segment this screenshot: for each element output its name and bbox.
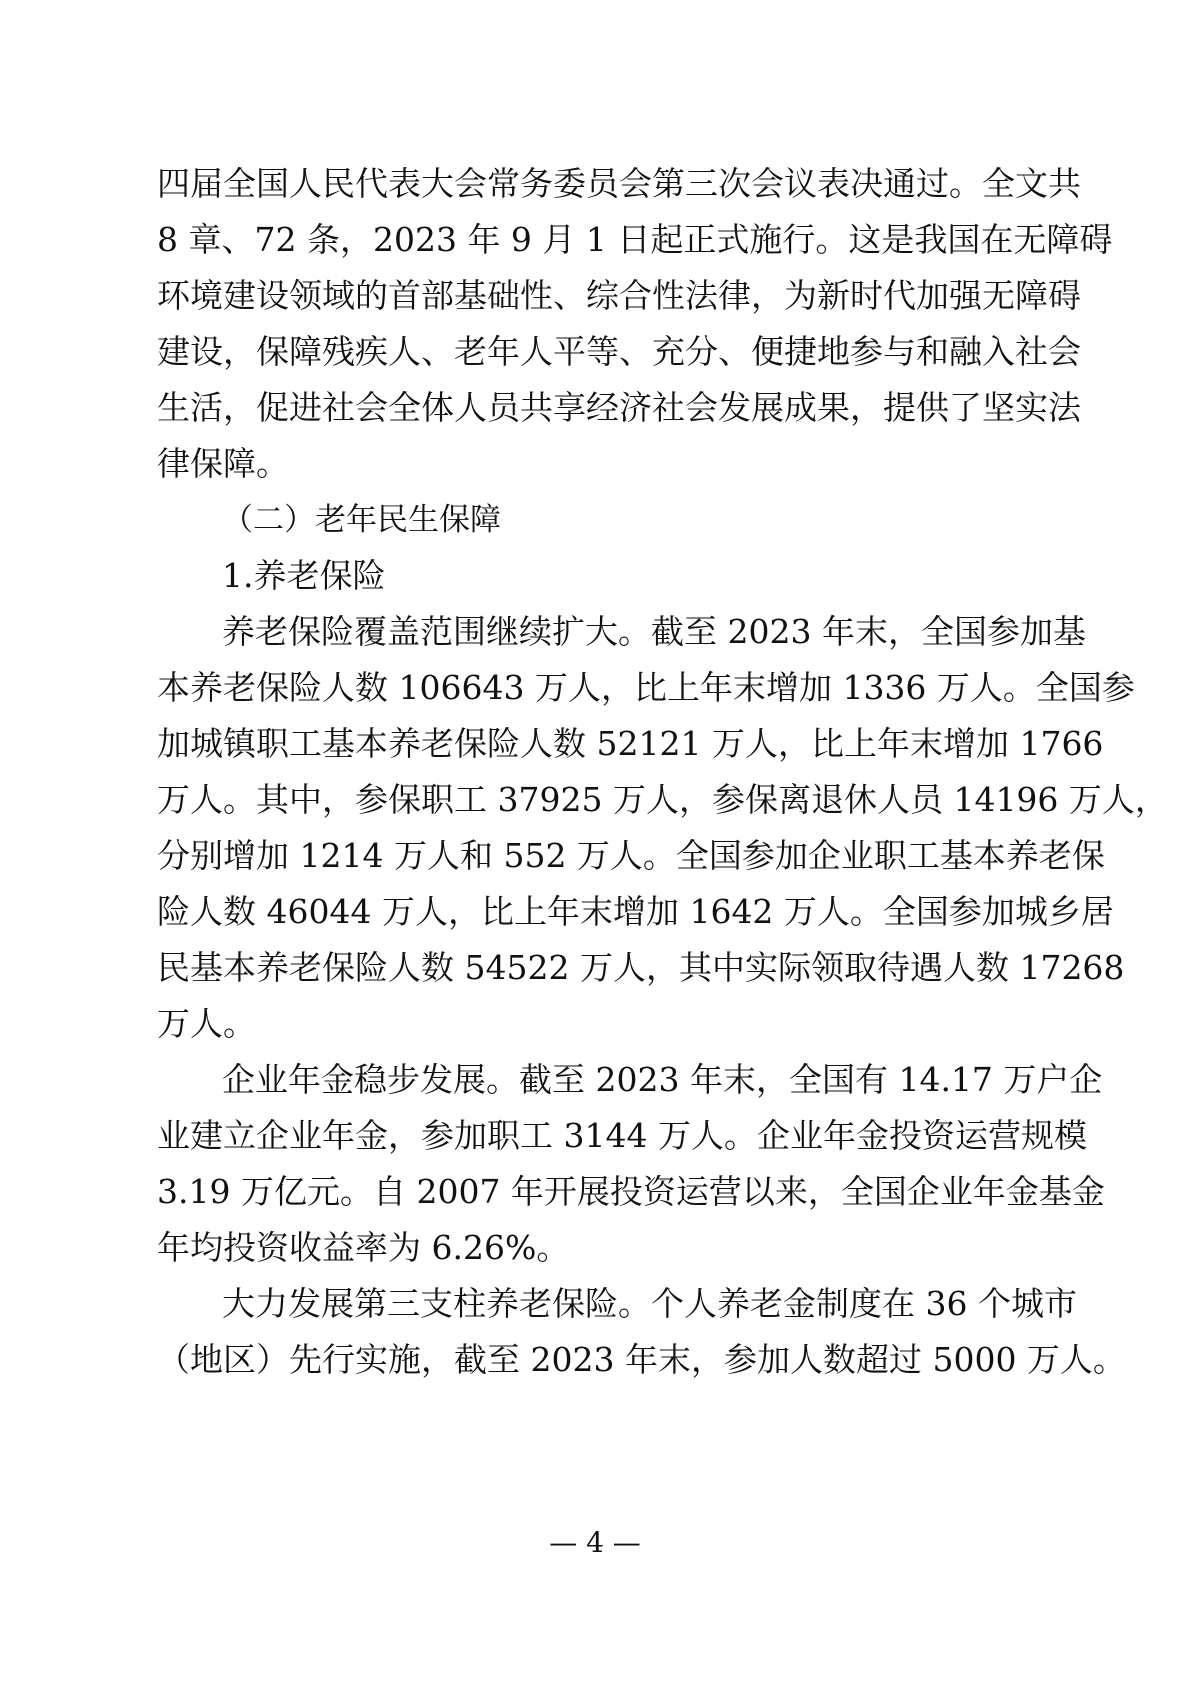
paragraph-line: 加城镇职工基本养老保险人数 52121 万人，比上年末增加 1766 (157, 724, 1104, 763)
page-number: — 4 — (549, 1526, 641, 1559)
paragraph-line: 8 章、72 条，2023 年 9 月 1 日起正式施行。这是我国在无障碍 (157, 220, 1113, 259)
paragraph-line: 年均投资收益率为 6.26%。 (157, 1228, 570, 1267)
paragraph-line: 3.19 万亿元。自 2007 年开展投资运营以来，全国企业年金基金 (157, 1172, 1105, 1211)
paragraph-line: 环境建设领域的首部基础性、综合性法律，为新时代加强无障碍 (157, 276, 1081, 315)
paragraph-line: 四届全国人民代表大会常务委员会第三次会议表决通过。全文共 (157, 164, 1081, 203)
paragraph-line: 民基本养老保险人数 54522 万人，其中实际领取待遇人数 17268 (157, 948, 1125, 987)
paragraph-line: （地区）先行实施，截至 2023 年末，参加人数超过 5000 万人。 (157, 1340, 1126, 1379)
paragraph-line: 业建立企业年金，参加职工 3144 万人。企业年金投资运营规模 (157, 1116, 1087, 1155)
paragraph-line: 企业年金稳步发展。截至 2023 年末，全国有 14.17 万户企 (222, 1060, 1103, 1099)
paragraph-line: 养老保险覆盖范围继续扩大。截至 2023 年末，全国参加基 (222, 612, 1086, 651)
paragraph-line: 分别增加 1214 万人和 552 万人。全国参加企业职工基本养老保 (157, 836, 1105, 875)
paragraph-line: 本养老保险人数 106643 万人，比上年末增加 1336 万人。全国参 (157, 668, 1135, 707)
paragraph-line: 律保障。 (157, 444, 289, 483)
paragraph-line: 生活，促进社会全体人员共享经济社会发展成果，提供了坚实法 (157, 388, 1081, 427)
paragraph-line: 万人。 (157, 1004, 256, 1043)
paragraph-line: 建设，保障残疾人、老年人平等、充分、便捷地参与和融入社会 (157, 332, 1081, 371)
section-heading: （二）老年民生保障 (222, 502, 501, 538)
paragraph-line: 险人数 46044 万人，比上年末增加 1642 万人。全国参加城乡居 (157, 892, 1114, 931)
subsection-heading: 1.养老保险 (222, 556, 386, 595)
paragraph-line: 大力发展第三支柱养老保险。个人养老金制度在 36 个城市 (222, 1284, 1077, 1323)
paragraph-line: 万人。其中，参保职工 37925 万人，参保离退休人员 14196 万人， (157, 780, 1168, 819)
